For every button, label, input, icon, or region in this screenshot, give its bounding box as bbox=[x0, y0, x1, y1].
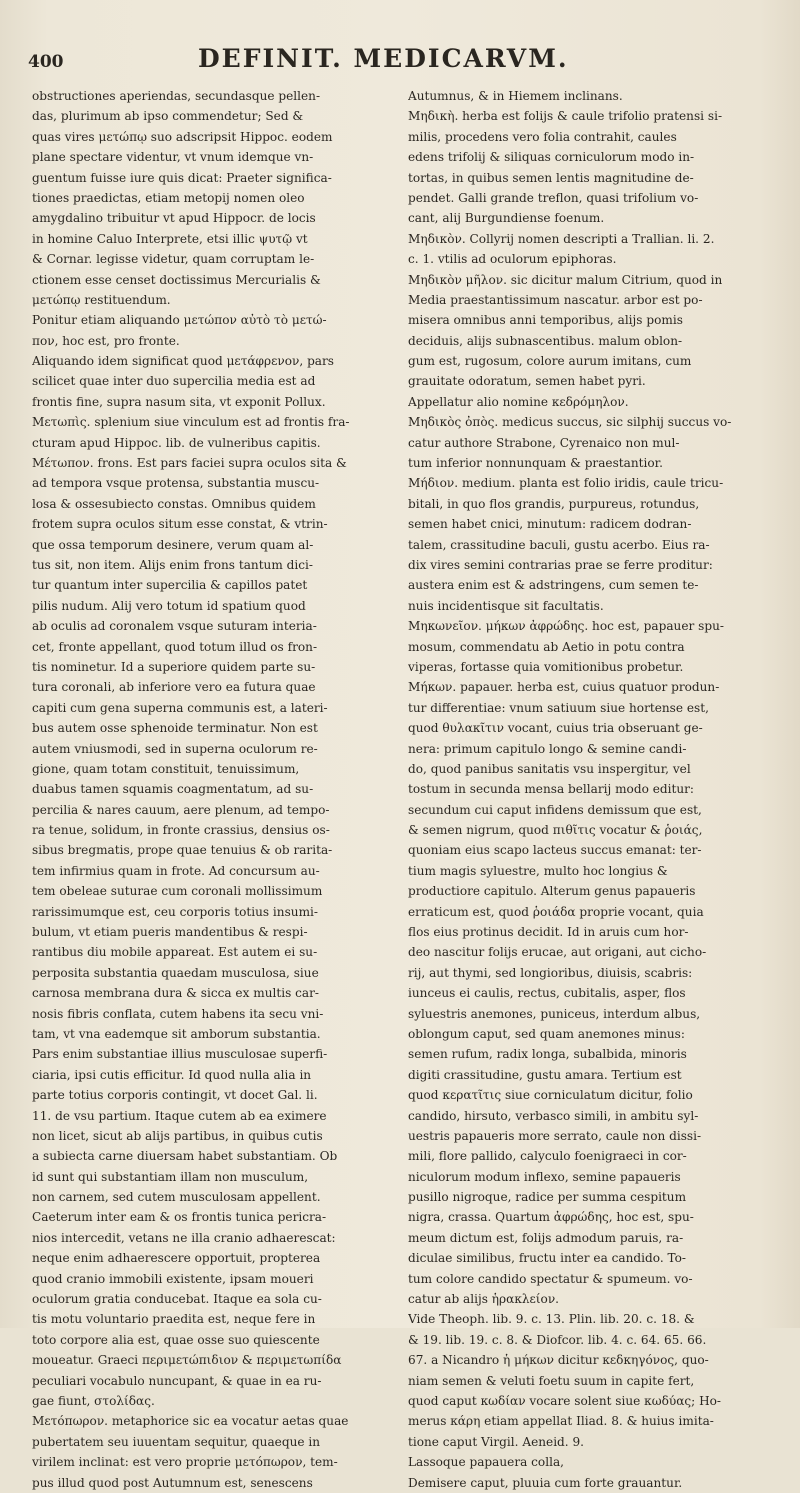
text-line: ad tempora vsque protensa, substantia muscu- bbox=[32, 476, 320, 491]
text-line: Μηκωνεῖον. μήκων ἀφρώδης. hoc est, papauer spu- bbox=[408, 619, 724, 634]
text-line: percilia & nares cauum, aere plenum, ad tempo- bbox=[32, 802, 330, 817]
text-line: misera omnibus anni temporibus, alijs pomis bbox=[408, 313, 683, 328]
text-line: talem, crassitudine baculi, gustu acerbo. Eius ra- bbox=[408, 537, 710, 552]
text-line: non carnem, sed cutem musculosam appellent. bbox=[32, 1190, 321, 1205]
text-line: tis motu voluntario praedita est, neque fere in bbox=[32, 1312, 316, 1327]
text-line: Μηδικὸς ὀπὸς. medicus succus, sic silphij succus vo- bbox=[408, 415, 732, 430]
text-line: Ponitur etiam aliquando μετώπον αὐτὸ τὸ μετώ- bbox=[32, 313, 327, 328]
text-line: peculiari vocabulo nuncupant, & quae in ea ru- bbox=[32, 1373, 322, 1388]
text-line: sibus bregmatis, prope quae tenuius & ob rarita- bbox=[32, 843, 333, 858]
text-line: milis, procedens vero folia contrahit, caules bbox=[408, 129, 677, 144]
text-line: capiti cum gena superna communis est, a lateri- bbox=[32, 700, 328, 715]
text-line: Μηδικὸν. Collyrij nomen descripti a Trallian. li. 2. bbox=[408, 231, 715, 246]
text-line: Μήκων. papauer. herba est, cuius quatuor produn- bbox=[408, 680, 720, 695]
text-line: viperas, fortasse quia vomitionibus probetur. bbox=[408, 659, 684, 674]
text-line: syluestris anemones, puniceus, interdum albus, bbox=[408, 1006, 701, 1021]
text-line: Media praestantissimum nascatur. arbor est po- bbox=[408, 292, 703, 307]
text-line: ciaria, ipsi cutis efficitur. Id quod nulla alia in bbox=[32, 1067, 312, 1082]
text-line: semen rufum, radix longa, subalbida, minoris bbox=[408, 1047, 687, 1062]
text-line: frontis fine, supra nasum sita, vt exponit Pollux. bbox=[32, 394, 326, 409]
text-line: obstructiones aperiendas, secundasque pellen- bbox=[32, 89, 321, 103]
text-line: tur quantum inter supercilia & capillos patet bbox=[32, 578, 308, 593]
text-line: ab oculis ad coronalem vsque suturam interia- bbox=[32, 619, 317, 634]
text-line: cet, fronte appellant, quod totum illud os fron- bbox=[32, 639, 318, 654]
text-line: tostum in secunda mensa bellarij modo editur: bbox=[408, 782, 694, 797]
text-line: duabus tamen squamis coagmentatum, ad su- bbox=[32, 782, 314, 797]
text-line: oculorum gratia conducebat. Itaque ea sola cu- bbox=[32, 1292, 322, 1307]
text-line: plane spectare videntur, vt vnum idemque vn- bbox=[32, 150, 314, 165]
text-line: autem vniusmodi, sed in superna oculorum re- bbox=[32, 741, 318, 756]
text-line: pendet. Galli grande treflon, quasi trifolium vo- bbox=[408, 190, 699, 205]
text-line: nera: primum capitulo longo & semine candi- bbox=[408, 741, 687, 756]
text-line: & 19. lib. 19. c. 8. & Diofcor. lib. 4. c. 64. 65. 66. bbox=[408, 1332, 707, 1347]
text-line: nosis fibris conflata, cutem habens ita secu vni- bbox=[32, 1006, 324, 1021]
text-line: toto corpore alia est, quae osse suo quiescente bbox=[32, 1332, 320, 1347]
text-line: gae fiunt, στολίδας. bbox=[32, 1394, 155, 1408]
text-line: bitali, in quo flos grandis, purpureus, rotundus, bbox=[408, 496, 700, 511]
text-line: & Cornar. legisse videtur, quam corruptam le- bbox=[32, 252, 315, 267]
text-line: quod caput κωδίαν vocare solent siue κωδύας; Ho- bbox=[408, 1394, 721, 1408]
text-line: do, quod panibus sanitatis vsu inspergitur, vel bbox=[408, 761, 691, 776]
text-line: quoniam eius scapo lacteus succus emanat: ter- bbox=[408, 843, 702, 858]
text-line: flos eius protinus decidit. Id in aruis cum hor- bbox=[408, 925, 689, 940]
text-line: tem infirmius quam in frote. Ad concursum au- bbox=[32, 863, 320, 878]
right-text-column bbox=[408, 86, 763, 1493]
text-line: & semen nigrum, quod πιθῖτις vocatur & ῥοιάς, bbox=[408, 823, 703, 838]
text-line: Demisere caput, pluuia cum forte grauantur. bbox=[408, 1475, 683, 1490]
text-line: merus κάρη etiam appellat Iliad. 8. & huius imita- bbox=[408, 1414, 714, 1429]
text-line: id sunt qui substantiam illam non musculum, bbox=[32, 1169, 309, 1184]
text-line: uestris papaueris more serrato, caule non dissi- bbox=[408, 1128, 702, 1143]
text-line: guentum fuisse iure quis dicat: Praeter significa- bbox=[32, 170, 332, 185]
text-line: grauitate odoratum, semen habet pyri. bbox=[408, 374, 646, 389]
text-line: scilicet quae inter duo supercilia media est ad bbox=[32, 374, 316, 389]
text-line: quod κερατῖτις siue corniculatum dicitur, folio bbox=[408, 1088, 693, 1103]
text-line: Vide Theoph. lib. 9. c. 13. Plin. lib. 20. c. 18. & bbox=[408, 1312, 695, 1327]
text-line: Caeterum inter eam & os frontis tunica pericra- bbox=[32, 1210, 327, 1225]
text-line: cant, alij Burgundiense foenum. bbox=[408, 211, 605, 226]
text-line: pusillo nigroque, radice per summa cespitum bbox=[408, 1190, 687, 1205]
text-line: in homine Caluo Interprete, etsi illic ψυτῷ vt bbox=[32, 231, 308, 246]
text-line: Μετωπὶς. splenium siue vinculum est ad frontis fra- bbox=[32, 415, 350, 430]
text-line: tum inferior nonnunquam & praestantior. bbox=[408, 456, 663, 471]
text-line: Autumnus, & in Hiemem inclinans. bbox=[408, 89, 623, 103]
text-line: tus sit, non item. Alijs enim frons tantum dici- bbox=[32, 557, 313, 572]
text-line: a subiecta carne diuersam habet substantiam. Ob bbox=[32, 1149, 338, 1164]
text-line: digiti crassitudine, gustu amara. Tertium est bbox=[408, 1067, 682, 1082]
text-line: edens trifolij & siliquas corniculorum modo in- bbox=[408, 150, 695, 165]
text-line: nigra, crassa. Quartum ἀφρώδης, hoc est, spu- bbox=[408, 1210, 694, 1225]
text-line: iunceus ei caulis, rectus, cubitalis, asper, flos bbox=[408, 986, 686, 1001]
text-line: deo nascitur folijs erucae, aut origani, aut cicho- bbox=[408, 945, 707, 960]
text-line: tortas, in quibus semen lentis magnitudine de- bbox=[408, 170, 694, 185]
text-line: bulum, vt etiam pueris mandentibus & respi- bbox=[32, 925, 308, 940]
text-line: catur authore Strabone, Cyrenaico non mul- bbox=[408, 435, 680, 450]
text-line: nios intercedit, vetans ne illa cranio adhaerescat: bbox=[32, 1230, 336, 1245]
text-line: Μέτωπον. frons. Est pars faciei supra oculos sita & bbox=[32, 456, 347, 471]
text-line: oblongum caput, sed quam anemones minus: bbox=[408, 1026, 685, 1041]
text-line: productiore capitulo. Alterum genus papaueris bbox=[408, 884, 696, 899]
text-line: bus autem osse sphenoide terminatur. Non est bbox=[32, 721, 318, 736]
text-line: tem obeleae suturae cum coronali mollissimum bbox=[32, 884, 323, 899]
text-line: πον, hoc est, pro fronte. bbox=[32, 333, 180, 348]
text-line: candido, hirsuto, verbasco simili, in ambitu syl- bbox=[408, 1108, 699, 1123]
text-line: c. 1. vtilis ad oculorum epiphoras. bbox=[408, 252, 617, 267]
text-line: erraticum est, quod ῥοιάδα proprie vocant, quia bbox=[408, 904, 704, 919]
text-line: pubertatem seu iuuentam sequitur, quaeque in bbox=[32, 1434, 321, 1449]
text-line: austera enim est & adstringens, cum semen te- bbox=[408, 578, 699, 593]
left-text-column bbox=[32, 86, 387, 1493]
text-line: catur ab alijs ἡρακλείον. bbox=[408, 1292, 560, 1307]
text-line: Μηδικὴ. herba est folijs & caule trifolio pratensi si- bbox=[408, 109, 723, 124]
text-line: cturam apud Hippoc. lib. de vulneribus capitis. bbox=[32, 435, 321, 450]
text-line: Lassoque papauera colla, bbox=[408, 1455, 564, 1470]
text-line: ctionem esse censet doctissimus Mercurialis & bbox=[32, 272, 321, 287]
text-line: tis nominetur. Id a superiore quidem parte su- bbox=[32, 659, 316, 674]
text-line: losa & ossesubiecto constas. Omnibus quidem bbox=[32, 496, 316, 511]
text-line: frotem supra oculos situm esse constat, & vtrin- bbox=[32, 517, 328, 532]
text-line: 11. de vsu partium. Itaque cutem ab ea eximere bbox=[32, 1108, 327, 1123]
text-line: pus illud quod post Autumnum est, senescens bbox=[32, 1475, 313, 1490]
text-line: Appellatur alio nomine κεδρόμηλον. bbox=[408, 394, 629, 409]
running-title: DEFINIT. MEDICARVM. bbox=[198, 44, 569, 73]
text-line: tura coronali, ab inferiore vero ea futura quae bbox=[32, 680, 316, 695]
text-line: Μετόπωρον. metaphorice sic ea vocatur aetas quae bbox=[32, 1414, 349, 1429]
text-line: mili, flore pallido, calyculo foenigraeci in cor- bbox=[408, 1149, 687, 1164]
text-line: Pars enim substantiae illius musculosae superfi- bbox=[32, 1047, 328, 1062]
page-number: 400 bbox=[28, 52, 64, 72]
text-line: pilis nudum. Alij vero totum id spatium quod bbox=[32, 598, 306, 613]
text-line: que ossa temporum desinere, verum quam al- bbox=[32, 537, 314, 552]
text-line: secundum cui caput infidens demissum que est, bbox=[408, 802, 702, 817]
text-line: mosum, commendatu ab Aetio in potu contra bbox=[408, 639, 685, 654]
text-line: Aliquando idem significat quod μετάφρενον, pars bbox=[32, 354, 335, 369]
text-line: 67. a Nicandro ἡ μήκων dicitur κεδκηγόνος, quo- bbox=[408, 1353, 709, 1368]
text-line: tium magis syluestre, multo hoc longius & bbox=[408, 863, 668, 878]
text-line: tur differentiae: vnum satiuum siue hortense est, bbox=[408, 700, 709, 715]
text-line: neque enim adhaerescere opportuit, propterea bbox=[32, 1251, 321, 1266]
text-line: meum dictum est, folijs admodum paruis, ra- bbox=[408, 1230, 684, 1245]
text-line: moueatur. Graeci περιμετώπιδιον & περιμετωπίδα bbox=[32, 1353, 342, 1368]
page-header bbox=[28, 44, 760, 80]
text-line: tam, vt vna eademque sit amborum substantia. bbox=[32, 1026, 321, 1041]
text-line: carnosa membrana dura & sicca ex multis car- bbox=[32, 986, 319, 1001]
text-line: tiones praedictas, etiam metopij nomen oleo bbox=[32, 190, 305, 205]
text-line: μετώπῳ restituendum. bbox=[32, 292, 171, 307]
text-line: tum colore candido spectatur & spumeum. vo- bbox=[408, 1271, 693, 1286]
text-line: deciduis, alijs subnascentibus. malum oblon- bbox=[408, 333, 683, 348]
text-line: perposita substantia quaedam musculosa, siue bbox=[32, 965, 319, 980]
text-line: diculae similibus, fructu inter ea candido. To- bbox=[408, 1251, 687, 1266]
text-line: quod θυλακῖτιν vocant, cuius tria obseruant ge- bbox=[408, 721, 703, 736]
text-line: dix vires semini contrarias prae se ferre proditur: bbox=[408, 557, 713, 572]
text-line: gione, quam totam constituit, tenuissimum, bbox=[32, 761, 300, 776]
text-line: parte totius corporis contingit, vt docet Gal. li. bbox=[32, 1088, 318, 1103]
text-line: rantibus diu mobile appareat. Est autem ei su- bbox=[32, 945, 318, 960]
text-line: semen habet cnici, minutum: radicem dodran- bbox=[408, 517, 692, 532]
text-line: quas vires μετώπῳ suo adscripsit Hippoc. eodem bbox=[32, 129, 333, 144]
text-line: non licet, sicut ab alijs partibus, in quibus cutis bbox=[32, 1128, 323, 1143]
text-line: amygdalino tribuitur vt apud Hippocr. de locis bbox=[32, 211, 316, 226]
text-line: niculorum modum inflexo, semine papaueris bbox=[408, 1169, 681, 1184]
text-line: rij, aut thymi, sed longioribus, diuisis, scabris: bbox=[408, 965, 693, 980]
text-line: nuis incidentisque sit facultatis. bbox=[408, 598, 604, 613]
text-line: tione caput Virgil. Aeneid. 9. bbox=[408, 1434, 585, 1449]
text-line: das, plurimum ab ipso commendetur; Sed & bbox=[32, 109, 304, 124]
text-line: rarissimumque est, ceu corporis totius insumi- bbox=[32, 904, 318, 919]
text-line: niam semen & veluti foetu suum in capite fert, bbox=[408, 1373, 695, 1388]
text-line: Μηδικὸν μῆλον. sic dicitur malum Citrium, quod in bbox=[408, 272, 723, 287]
text-line: ra tenue, solidum, in fronte crassius, densius os- bbox=[32, 823, 330, 838]
text-line: virilem inclinat: est vero proprie μετόπωρον, tem- bbox=[32, 1455, 338, 1470]
text-line: gum est, rugosum, colore aurum imitans, cum bbox=[408, 354, 692, 369]
text-line: Μήδιον. medium. planta est folio iridis, caule tricu- bbox=[408, 476, 724, 491]
text-line: quod cranio immobili existente, ipsam moueri bbox=[32, 1271, 314, 1286]
